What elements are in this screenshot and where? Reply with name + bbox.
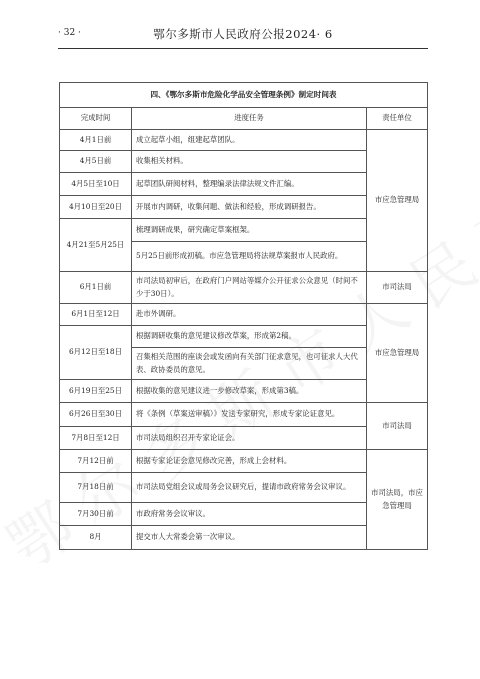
task-cell: 成立起草小组，组建起草团队。 bbox=[132, 130, 367, 151]
unit-cell: 市司法局 bbox=[367, 272, 428, 304]
task-cell: 市政府常务会议审议。 bbox=[132, 503, 367, 526]
header-rule bbox=[58, 48, 428, 49]
page-header bbox=[58, 26, 428, 42]
date-cell: 6月12日至18日 bbox=[60, 326, 132, 380]
table-header-row bbox=[60, 108, 428, 130]
date-cell: 7月8日至12日 bbox=[60, 427, 132, 450]
date-cell: 6月1日前 bbox=[60, 272, 132, 304]
task-cell: 将《条例（草案送审稿）》发送专家研究，形成专家论证意见。 bbox=[132, 403, 367, 427]
task-cell: 根据调研收集的意见建议修改草案，形成第2稿。 bbox=[132, 326, 367, 348]
table-row bbox=[60, 272, 428, 304]
date-cell: 4月5日前 bbox=[60, 151, 132, 173]
task-cell: 根据收集的意见建议进一步修改草案，形成第3稿。 bbox=[132, 380, 367, 403]
unit-cell: 市司法局，市应急管理局 bbox=[367, 450, 428, 550]
table-caption-row bbox=[60, 83, 428, 108]
date-cell: 4月5日至10日 bbox=[60, 173, 132, 196]
table-row bbox=[60, 130, 428, 151]
date-cell: 7月30日前 bbox=[60, 503, 132, 526]
task-cell: 开展市内调研，收集问题、做法和经验，形成调研报告。 bbox=[132, 196, 367, 219]
table-row bbox=[60, 450, 428, 473]
task-cell: 梳理调研成果，研究确定草案框架。 bbox=[132, 219, 367, 242]
date-cell: 4月1日前 bbox=[60, 130, 132, 151]
date-cell: 6月1日至12日 bbox=[60, 304, 132, 326]
column-header-unit: 责任单位 bbox=[367, 108, 428, 130]
column-header-task: 进度任务 bbox=[132, 108, 367, 130]
task-cell: 根据专家论证会意见修改完善，形成上会材料。 bbox=[132, 450, 367, 473]
task-cell: 收集相关材料。 bbox=[132, 151, 367, 173]
table-row bbox=[60, 403, 428, 427]
task-cell: 市司法局党组会议或局务会议研究后，提请市政府常务会议审议。 bbox=[132, 473, 367, 503]
date-cell: 4月21至5月25日 bbox=[60, 219, 132, 272]
task-cell: 召集相关范围的座谈会或发函向有关部门征求意见，也可征求人大代表、政协委员的意见。 bbox=[132, 348, 367, 380]
task-cell: 起草团队研阅材料，整理编录法律法规文件汇编。 bbox=[132, 173, 367, 196]
column-header-date: 完成时间 bbox=[60, 108, 132, 130]
journal-title: 鄂尔多斯市人民政府公报2024· 6 bbox=[153, 27, 333, 41]
task-cell: 市司法局初审后，在政府门户网站等媒介公开征求公众意见（时间不少于30日）。 bbox=[132, 272, 367, 304]
date-cell: 8月 bbox=[60, 526, 132, 550]
date-cell: 7月18日前 bbox=[60, 473, 132, 503]
date-cell: 6月26日至30日 bbox=[60, 403, 132, 427]
date-cell: 4月10日至20日 bbox=[60, 196, 132, 219]
unit-cell: 市应急管理局 bbox=[367, 304, 428, 403]
task-cell: 提交市人大常委会第一次审议。 bbox=[132, 526, 367, 550]
unit-cell: 市司法局 bbox=[367, 403, 428, 450]
task-cell: 5月25日前形成初稿。市应急管理局将法规草案报市人民政府。 bbox=[132, 242, 367, 272]
table-caption: 四、《鄂尔多斯市危险化学品安全管理条例》制定时间表 bbox=[60, 83, 428, 108]
unit-cell: 市应急管理局 bbox=[367, 130, 428, 272]
date-cell: 6月19日至25日 bbox=[60, 380, 132, 403]
date-cell: 7月12日前 bbox=[60, 450, 132, 473]
page-number: · 32 · bbox=[58, 28, 81, 38]
table-row bbox=[60, 304, 428, 326]
task-cell: 市司法局组织召开专家论证会。 bbox=[132, 427, 367, 450]
task-cell: 赴市外调研。 bbox=[132, 304, 367, 326]
schedule-table bbox=[59, 82, 428, 550]
